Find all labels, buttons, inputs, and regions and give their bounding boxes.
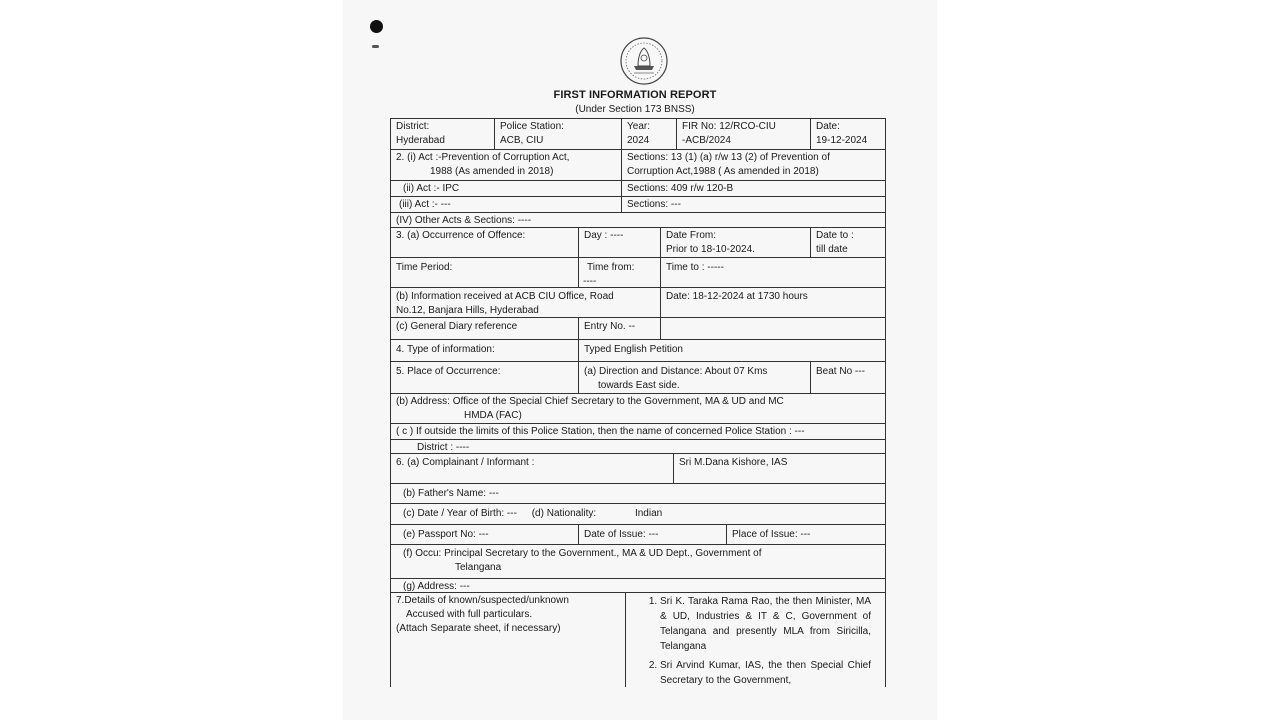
year-value: 2024	[627, 135, 650, 146]
row-complainant-address: (g) Address: ---	[390, 579, 886, 593]
punch-hole-icon	[370, 20, 383, 33]
row-dob-nationality: (c) Date / Year of Birth: --- (d) Nationality: Indian	[390, 504, 886, 525]
nationality-value: Indian	[634, 508, 663, 519]
ashoka-emblem-seal-icon	[612, 36, 676, 86]
cell-date-to: Date to : till date	[810, 228, 885, 257]
row-father-name: (b) Father's Name: ---	[390, 484, 886, 504]
fir-number-value: -ACB/2024	[682, 135, 731, 146]
row-place-of-occurrence: 5. Place of Occurrence: (a) Direction and Distance: About 07 Kms towards East side. Beat No ---	[390, 362, 886, 394]
row-place-address: (b) Address: Office of the Special Chief Secretary to the Government, MA & UD and MC HMDA (FAC)	[390, 394, 886, 424]
cell-accused-label: 7.Details of known/suspected/unknown Accused with full particulars. (Attach Separate sheet, if necessary)	[396, 595, 569, 634]
document-subtitle: (Under Section 173 BNSS)	[575, 104, 695, 115]
complainant-name: Sri M.Dana Kishore, IAS	[673, 454, 885, 483]
cell-received-at: (b) Information received at ACB CIU Office, Road No.12, Banjara Hills, Hyderabad	[396, 291, 614, 316]
cell-act-1: 2. (i) Act :-Prevention of Corruption Act, 1988 (As amended in 2018)	[396, 152, 570, 177]
row-gd-reference: (c) General Diary reference Entry No. --	[390, 318, 886, 340]
cell-year: Year: 2024	[621, 119, 676, 149]
fir-form-table	[390, 118, 886, 687]
row-information-received: (b) Information received at ACB CIU Office, Road No.12, Banjara Hills, Hyderabad Date: 18-12-2024 at 1730 hours	[390, 288, 886, 318]
cell-accused-list	[625, 593, 885, 687]
cell-sections-1: Sections: 13 (1) (a) r/w 13 (2) of Prevention of Corruption Act,1988 ( As amended in 2018)	[621, 150, 885, 180]
row-outside-district: District : ----	[390, 440, 886, 454]
accused-item: 2. Sri Arvind Kumar, IAS, the then Special Chief Secretary to the Government,	[660, 658, 871, 688]
cell-date: Date: 19-12-2024	[810, 119, 885, 149]
police-station-value: ACB, CIU	[500, 135, 544, 146]
row-basic-details	[390, 118, 886, 150]
row-occurrence: 3. (a) Occurrence of Offence: Day : ---- Date From: Prior to 18-10-2024. Date to : till date	[390, 228, 886, 258]
row-occupation: (f) Occu: Principal Secretary to the Government., MA & UD Dept., Government of Telangana	[390, 545, 886, 579]
cell-district: District: Hyderabad	[391, 119, 494, 149]
row-act-2: (ii) Act :- IPC Sections: 409 r/w 120-B	[390, 181, 886, 197]
cell-direction-distance: (a) Direction and Distance: About 07 Kms towards East side.	[578, 362, 810, 393]
accused-list	[636, 594, 871, 688]
row-accused	[390, 593, 886, 687]
document-title: FIRST INFORMATION REPORT	[553, 89, 717, 101]
accused-item: 1. Sri K. Taraka Rama Rao, the then Minister, MA & UD, Industries & IT & C, Government of Telangana and presently MLA from Siricilla, Telangana	[660, 594, 871, 654]
row-passport: (e) Passport No: --- Date of Issue: --- Place of Issue: ---	[390, 525, 886, 545]
fir-date-value: 19-12-2024	[816, 135, 868, 146]
row-type-of-information: 4. Type of information: Typed English Petition	[390, 340, 886, 362]
district-value: Hyderabad	[396, 135, 445, 146]
row-act-3: (iii) Act :- --- Sections: ---	[390, 197, 886, 213]
punch-mark	[372, 45, 379, 48]
row-other-acts: (IV) Other Acts & Sections: ----	[390, 213, 886, 228]
row-outside-limits: ( c ) If outside the limits of this Police Station, then the name of concerned Police Station : ---	[390, 424, 886, 440]
row-time-period: Time Period: Time from: ---- Time to : -----	[390, 258, 886, 288]
cell-date-from: Date From: Prior to 18-10-2024.	[660, 228, 810, 257]
cell-time-from: Time from: ----	[578, 258, 660, 287]
row-complainant: 6. (a) Complainant / Informant : Sri M.Dana Kishore, IAS	[390, 454, 886, 484]
row-act-1	[390, 150, 886, 181]
cell-police-station: Police Station: ACB, CIU	[494, 119, 621, 149]
cell-fir-number: FIR No: 12/RCO-CIU -ACB/2024	[676, 119, 810, 149]
